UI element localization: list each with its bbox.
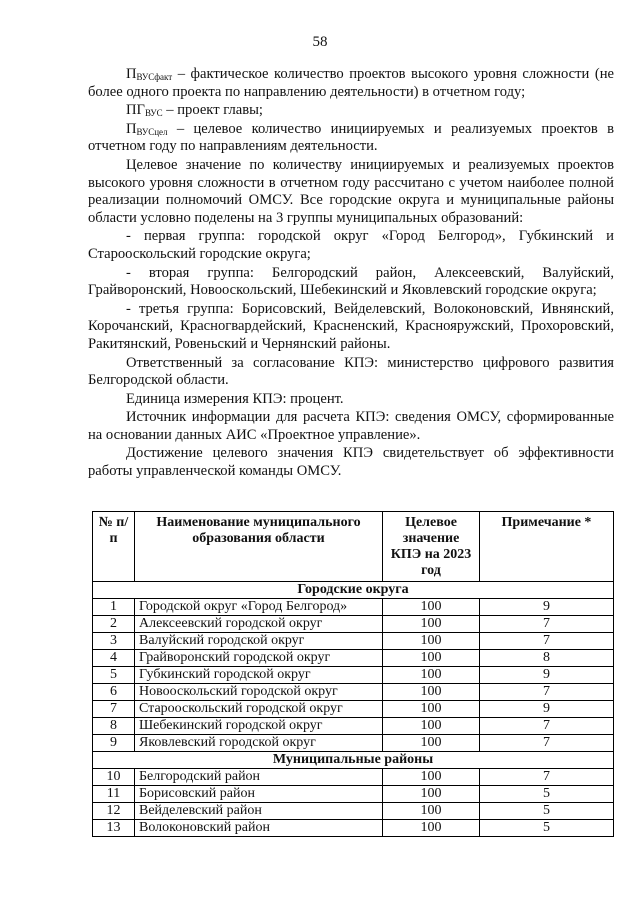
group-list-item: - вторая группа: Белгородский район, Алексеевский, Валуйский, Грайворонский, Новооскольский, Шебекинский и Яковлевский городские округа;	[88, 264, 614, 299]
cell-num: 4	[93, 650, 135, 667]
cell-name: Алексеевский городской округ	[135, 616, 383, 633]
header-num: № п/п	[93, 512, 135, 582]
group-row	[93, 582, 614, 599]
cell-name: Вейделевский район	[135, 803, 383, 820]
group-list-item: - первая группа: городской округ «Город Белгород», Губкинский и Старооскольский городские округа;	[88, 228, 614, 262]
group-title: Муниципальные районы	[93, 752, 614, 769]
group-title: Городские округа	[93, 582, 614, 599]
cell-note: 5	[480, 803, 614, 820]
cell-name: Новооскольский городской округ	[135, 684, 383, 701]
cell-note: 7	[480, 684, 614, 701]
cell-name: Валуйский городской округ	[135, 633, 383, 650]
cell-num: 1	[93, 599, 135, 616]
table-body	[93, 582, 614, 837]
cell-note: 9	[480, 701, 614, 718]
header-name: Наименование муниципального образования области	[135, 512, 383, 582]
paragraph: Достижение целевого значения КПЭ свидетельствует об эффективности работы управленческой команды ОМСУ.	[88, 445, 614, 480]
cell-note: 5	[480, 786, 614, 803]
cell-name: Волоконовский район	[135, 820, 383, 837]
cell-note: 8	[480, 650, 614, 667]
cell-name: Яковлевский городской округ	[135, 735, 383, 752]
table-row	[93, 633, 614, 650]
group-list-item: - третья группа: Борисовский, Вейделевский, Волоконовский, Ивнянский, Корочанский, Красногвардейский, Красненский, Краснояружский, Прохоровский, Ракитянский, Ровеньский и Чернянский районы.	[88, 300, 614, 352]
cell-note: 5	[480, 820, 614, 837]
formula-subscript: ВУСфакт	[136, 72, 173, 82]
formula-description: – фактическое количество проектов высокого уровня сложности (не более одного проекта по направлению деятельности) в отчетном году;	[88, 66, 614, 100]
table-row	[93, 650, 614, 667]
cell-note: 9	[480, 599, 614, 616]
cell-target: 100	[383, 667, 480, 684]
table-row	[93, 701, 614, 718]
table-row	[93, 786, 614, 803]
cell-note: 7	[480, 769, 614, 786]
cell-note: 7	[480, 616, 614, 633]
formula-symbol: ПГ	[126, 102, 145, 119]
header-note: Примечание *	[480, 512, 614, 582]
cell-num: 13	[93, 820, 135, 837]
cell-target: 100	[383, 599, 480, 616]
cell-target: 100	[383, 803, 480, 820]
cell-num: 9	[93, 735, 135, 752]
header-target: Целевое значение КПЭ на 2023 год	[383, 512, 480, 582]
table-row	[93, 616, 614, 633]
cell-note: 7	[480, 633, 614, 650]
cell-target: 100	[383, 769, 480, 786]
cell-num: 12	[93, 803, 135, 820]
formula-subscript: ВУСцел	[136, 126, 168, 137]
cell-note: 7	[480, 735, 614, 752]
cell-name: Городской округ «Город Белгород»	[135, 599, 383, 616]
group-row	[93, 752, 614, 769]
formula-definition	[88, 102, 614, 120]
cell-note: 9	[480, 667, 614, 684]
body-text	[88, 66, 614, 482]
cell-target: 100	[383, 718, 480, 735]
cell-num: 5	[93, 667, 135, 684]
page-number: 58	[312, 34, 328, 50]
paragraph: Единица измерения КПЭ: процент.	[126, 390, 344, 407]
cell-num: 2	[93, 616, 135, 633]
formula-description: – проект главы;	[162, 102, 263, 119]
formula-symbol: П	[126, 66, 137, 82]
table-row	[93, 769, 614, 786]
cell-name: Губкинский городской округ	[135, 667, 383, 684]
cell-num: 8	[93, 718, 135, 735]
cell-target: 100	[383, 820, 480, 837]
table-header-row	[93, 512, 614, 582]
table-row	[93, 599, 614, 616]
cell-target: 100	[383, 701, 480, 718]
cell-target: 100	[383, 684, 480, 701]
cell-name: Борисовский район	[135, 786, 383, 803]
table-row	[93, 735, 614, 752]
kpe-table	[92, 511, 614, 837]
cell-num: 7	[93, 701, 135, 718]
formula-definition	[88, 121, 614, 156]
cell-target: 100	[383, 735, 480, 752]
paragraph: Целевое значение по количеству инициируемых и реализуемых проектов высокого уровня сложности в отчетном году рассчитано с учетом наиболее полной реализации полномочий ОМСУ. Все городские округа и муниципальные районы области условно поделены на 3 группы муниципальных образований:	[88, 156, 614, 226]
table-row	[93, 684, 614, 701]
formula-definition	[88, 66, 614, 101]
cell-name: Белгородский район	[135, 769, 383, 786]
formula-symbol: П	[126, 120, 137, 137]
cell-target: 100	[383, 786, 480, 803]
paragraph: Источник информации для расчета КПЭ: сведения ОМСУ, сформированные на основании данных АИС «Проектное управление».	[88, 409, 614, 443]
paragraph: Ответственный за согласование КПЭ: министерство цифрового развития Белгородской области.	[88, 354, 614, 389]
cell-target: 100	[383, 633, 480, 650]
cell-name: Шебекинский городской округ	[135, 718, 383, 735]
cell-name: Старооскольский городской округ	[135, 701, 383, 718]
cell-num: 11	[93, 786, 135, 803]
formula-description: – целевое количество инициируемых и реализуемых проектов в отчетном году по направлениям деятельности.	[88, 120, 614, 155]
cell-num: 6	[93, 684, 135, 701]
cell-name: Грайворонский городской округ	[135, 650, 383, 667]
table-row	[93, 803, 614, 820]
cell-target: 100	[383, 650, 480, 667]
formula-subscript: ВУС	[144, 108, 163, 119]
cell-note: 7	[480, 718, 614, 735]
cell-num: 3	[93, 633, 135, 650]
table-row	[93, 820, 614, 837]
table-row	[93, 718, 614, 735]
cell-target: 100	[383, 616, 480, 633]
cell-num: 10	[93, 769, 135, 786]
table-row	[93, 667, 614, 684]
